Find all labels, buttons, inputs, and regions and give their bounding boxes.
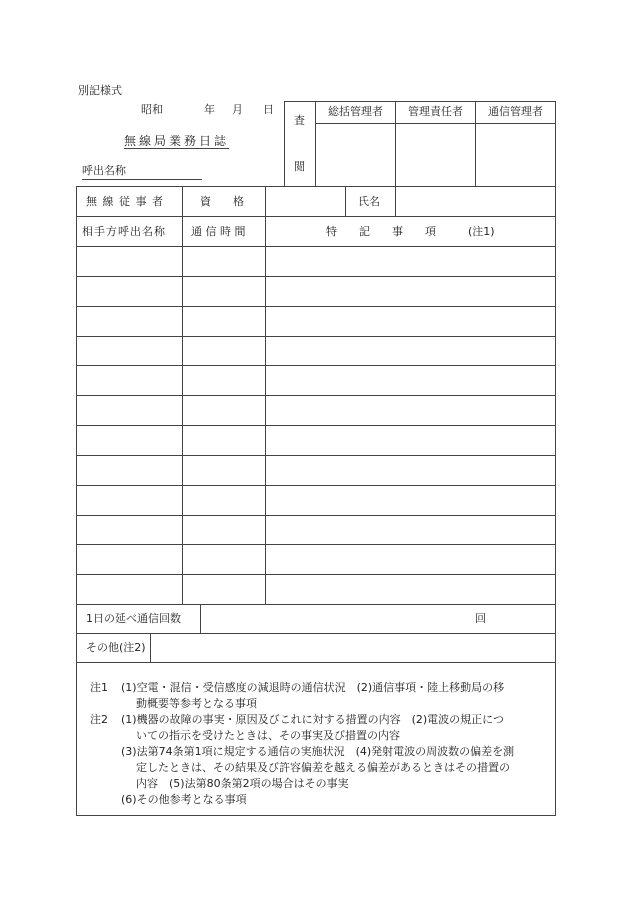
inspection-col-3: 通信管理者 [488, 105, 543, 118]
row-line [76, 604, 556, 605]
qualification-label: 資 格 [200, 195, 244, 208]
note1-line-2: 動概要等参考となる事項 [136, 697, 257, 710]
operator-label: 無 線 従 事 者 [86, 195, 164, 208]
col-divider [200, 604, 201, 633]
col-divider [395, 186, 396, 216]
table-row [76, 306, 556, 307]
name-label: 氏名 [358, 195, 380, 208]
table-row [76, 425, 556, 426]
col-divider [150, 633, 151, 662]
note1-label: 注1 [90, 681, 108, 694]
table-row [76, 455, 556, 456]
page-title: 無線局業務日誌 [124, 134, 230, 148]
note2-line-1: (1)機器の故障の事実・原因及びこれに対する措置の内容 (2)電波の規正につ [121, 713, 504, 726]
row-line [76, 216, 556, 217]
header-time: 通 信 時 間 [191, 225, 246, 238]
date-year: 年 [204, 103, 215, 116]
col-divider [345, 186, 346, 216]
table-row [76, 276, 556, 277]
table-row [76, 574, 556, 575]
inspection-col-2: 管理責任者 [408, 105, 463, 118]
date-month: 月 [232, 103, 243, 116]
inspection-header-line [315, 123, 555, 124]
date-era: 昭和 [141, 103, 163, 116]
callsign-underline [82, 179, 202, 180]
note2-label: 注2 [90, 713, 108, 726]
form-label: 別記様式 [78, 84, 122, 97]
col-divider [265, 186, 266, 216]
header-callsign: 相手方呼出名称 [82, 225, 166, 238]
table-row [76, 246, 556, 247]
table-col-divider [265, 216, 266, 605]
note2-line-5: 内容 (5)法第80条第2項の場合はその事実 [136, 777, 349, 790]
daily-count-label: 1日の延べ通信回数 [86, 612, 181, 625]
table-row [76, 395, 556, 396]
note1-line-1: (1)空電・混信・受信感度の減退時の通信状況 (2)通信事項・陸上移動局の移 [121, 681, 505, 694]
table-row [76, 336, 556, 337]
table-row [76, 515, 556, 516]
table-row [76, 365, 556, 366]
inspection-label-top: 査 [294, 114, 305, 127]
note2-line-2: いての指示を受けたときは、その事実及び措置の内容 [136, 729, 400, 742]
col-divider [182, 186, 183, 216]
callsign-label: 呼出名称 [82, 164, 126, 177]
table-col-divider [182, 216, 183, 605]
header-notes: 特 記 事 項 [326, 225, 436, 238]
row-line [76, 633, 556, 634]
row-line [76, 662, 556, 663]
other-label: その他(注2) [86, 641, 146, 654]
note2-line-4: 定したときは、その結果及び許容偏差を越える偏差があるときはその措置の [136, 761, 510, 774]
inspection-label-bottom: 閲 [294, 160, 305, 173]
date-day: 日 [263, 103, 274, 116]
note2-line-6: (6)その他参考となる事項 [121, 793, 247, 806]
inspection-col-1: 総括管理者 [328, 105, 383, 118]
table-row [76, 544, 556, 545]
note2-line-3: (3)法第74条第1項に規定する通信の実施状況 (4)発射電波の周波数の偏差を測 [121, 745, 515, 758]
header-note-ref: (注1) [468, 225, 495, 238]
daily-count-unit: 回 [475, 612, 486, 625]
table-row [76, 485, 556, 486]
